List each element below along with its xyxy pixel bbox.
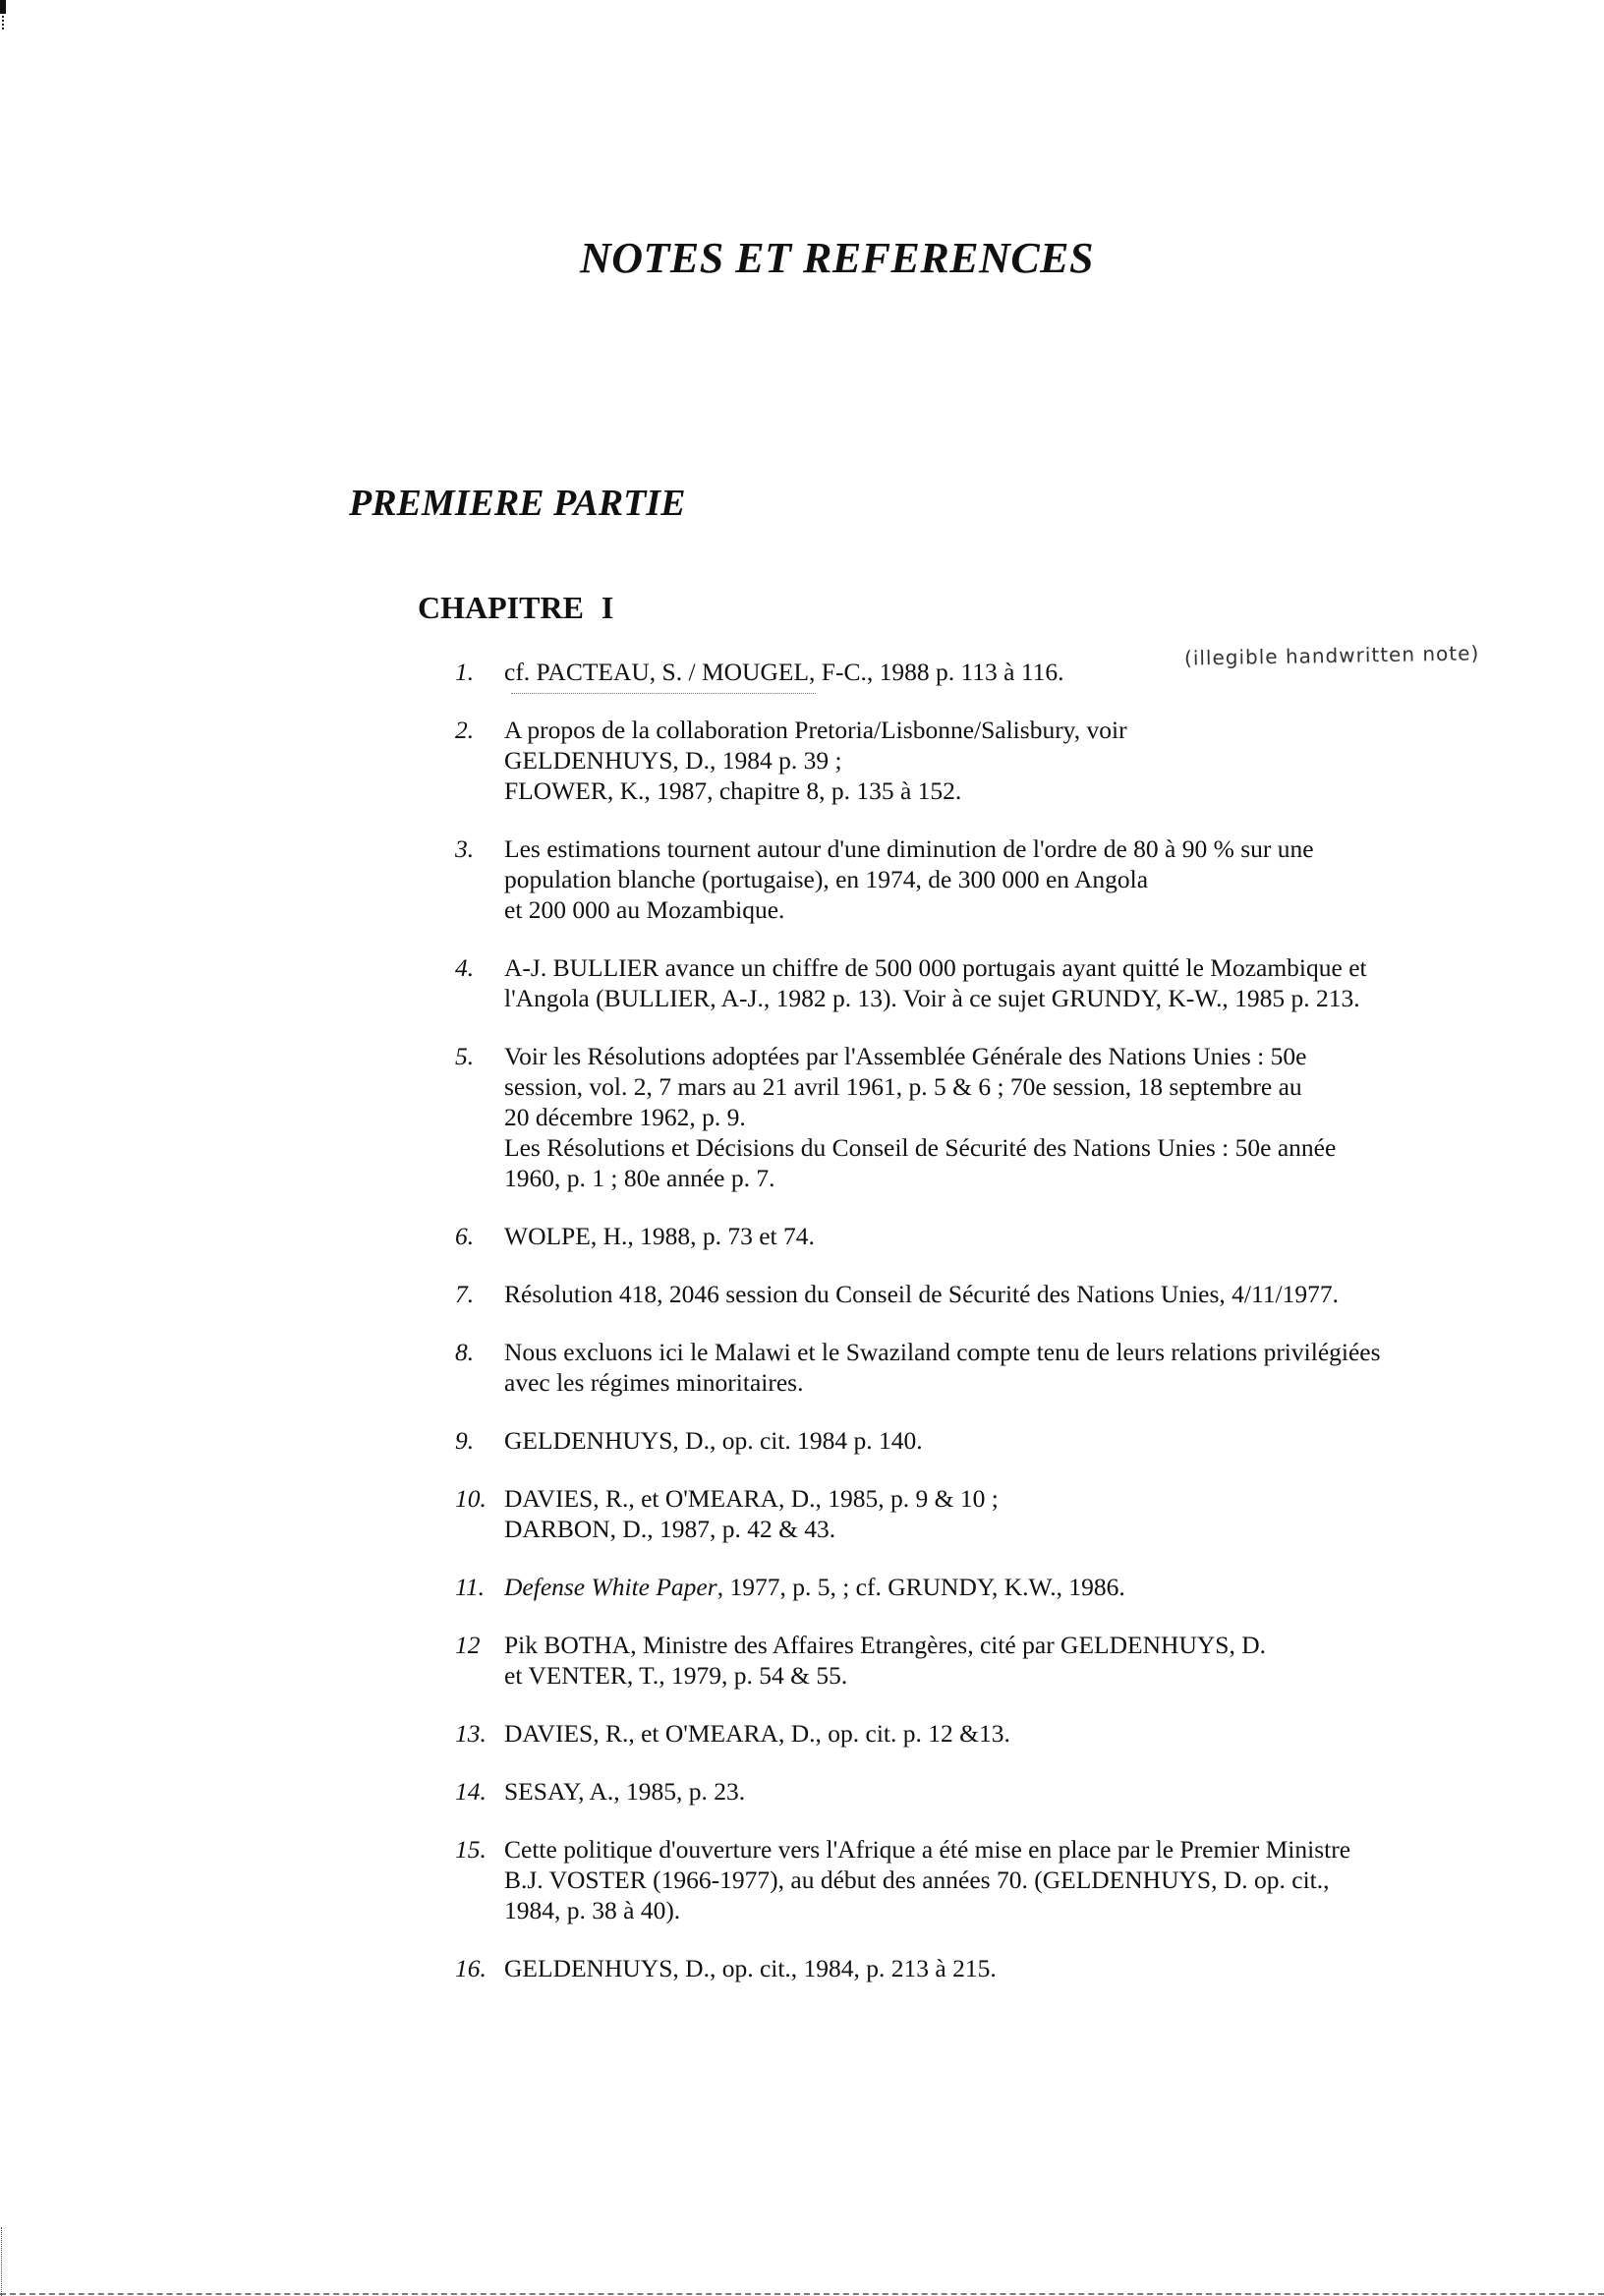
- note-line: SESAY, A., 1985, p. 23.: [504, 1777, 746, 1806]
- note-body: [504, 1834, 1548, 1925]
- note-body: [504, 1425, 1548, 1456]
- note-body: [504, 1953, 1548, 1983]
- note-number: 12: [455, 1631, 481, 1659]
- note-body: [504, 1630, 1548, 1691]
- note-item: [447, 1572, 1548, 1602]
- note-item: [447, 1221, 1548, 1251]
- note-line: DARBON, D., 1987, p. 42 & 43.: [504, 1515, 836, 1543]
- note-item: [447, 1041, 1548, 1193]
- note-number: 11.: [455, 1573, 485, 1601]
- note-number: 16.: [455, 1954, 487, 1982]
- scan-artifact-top-left: [0, 0, 6, 14]
- note-line: 20 décembre 1962, p. 9.: [504, 1103, 746, 1131]
- note-italic-title: Defense White Paper: [504, 1573, 717, 1601]
- note-body: [504, 1221, 1548, 1251]
- note-body: [504, 1718, 1548, 1749]
- note-body: [504, 1041, 1548, 1193]
- page-title: NOTES ET REFERENCES: [580, 234, 1094, 283]
- note-line: et VENTER, T., 1979, p. 54 & 55.: [504, 1661, 848, 1690]
- note-number: 10.: [455, 1484, 487, 1513]
- note-body: [504, 1572, 1548, 1602]
- note-item: [447, 1776, 1548, 1807]
- note-body: [504, 952, 1548, 1013]
- note-line: A propos de la collaboration Pretoria/Lisbonne/Salisbury, voir: [504, 716, 1127, 744]
- note-line: DAVIES, R., et O'MEARA, D., op. cit. p. 12 &13.: [504, 1719, 1010, 1748]
- scan-edge-bottom: [0, 2293, 1604, 2295]
- note-item: [447, 1483, 1548, 1544]
- note-item: [447, 1953, 1548, 1983]
- note-item: [447, 1834, 1548, 1925]
- note-body: [504, 1337, 1548, 1398]
- note-item: [447, 1279, 1548, 1309]
- note-number: 14.: [455, 1777, 487, 1806]
- note-number: 9.: [455, 1426, 475, 1455]
- note-number: 3.: [455, 834, 475, 863]
- note-item: [447, 952, 1548, 1013]
- note-line: [504, 1572, 1548, 1602]
- note-number: 7.: [455, 1280, 475, 1308]
- note-item: [447, 1718, 1548, 1749]
- note-item: [447, 715, 1548, 806]
- scan-edge-left: [1, 2227, 2, 2296]
- note-line: Voir les Résolutions adoptées par l'Assemblée Générale des Nations Unies : 50e: [504, 1042, 1307, 1070]
- note-line: GELDENHUYS, D., op. cit. 1984 p. 140.: [504, 1426, 923, 1455]
- notes-list: [447, 657, 1548, 2011]
- note-number: 6.: [455, 1222, 475, 1250]
- note-line: GELDENHUYS, D., op. cit., 1984, p. 213 à 215.: [504, 1954, 997, 1982]
- note-line: 1984, p. 38 à 40).: [504, 1896, 681, 1924]
- note-line: population blanche (portugaise), en 1974, de 300 000 en Angola: [504, 865, 1149, 893]
- note-number: 2.: [455, 716, 475, 744]
- note-body: [504, 833, 1548, 925]
- note-line: DAVIES, R., et O'MEARA, D., 1985, p. 9 & 10 ;: [504, 1484, 999, 1513]
- note-line: 1960, p. 1 ; 80e année p. 7.: [504, 1164, 775, 1192]
- note-number: 13.: [455, 1719, 487, 1748]
- note-body: [504, 715, 1548, 806]
- note-item: [447, 833, 1548, 925]
- note-line: l'Angola (BULLIER, A-J., 1982 p. 13). Voir à ce sujet GRUNDY, K-W., 1985 p. 213.: [504, 984, 1360, 1012]
- note-line: session, vol. 2, 7 mars au 21 avril 1961, p. 5 & 6 ; 70e session, 18 septembre au: [504, 1072, 1302, 1101]
- note-line: avec les régimes minoritaires.: [504, 1368, 804, 1397]
- note-line: et 200 000 au Mozambique.: [504, 895, 785, 924]
- note-item: [447, 1425, 1548, 1456]
- note-line: Pik BOTHA, Ministre des Affaires Etrangères, cité par GELDENHUYS, D.: [504, 1631, 1266, 1659]
- note-line: GELDENHUYS, D., 1984 p. 39 ;: [504, 746, 842, 775]
- note-item: [447, 1337, 1548, 1398]
- part-title: PREMIERE PARTIE: [349, 482, 686, 524]
- note-line: cf. PACTEAU, S. / MOUGEL, F-C., 1988 p. 113 à 116.: [504, 658, 1064, 686]
- note-item: [447, 1630, 1548, 1691]
- note-item: [447, 657, 1548, 687]
- note-number: 8.: [455, 1338, 475, 1366]
- scan-artifact-dots: [2, 16, 6, 29]
- chapter-title: CHAPITRE I: [418, 590, 614, 625]
- handwritten-annotation: (illegible handwritten note): [1183, 641, 1480, 670]
- note-number: 4.: [455, 953, 475, 982]
- note-body: [504, 1279, 1548, 1309]
- note-number: 1.: [455, 658, 475, 686]
- note-line: Les estimations tournent autour d'une diminution de l'ordre de 80 à 90 % sur une: [504, 834, 1314, 863]
- note-line-text: , 1977, p. 5, ; cf. GRUNDY, K.W., 1986.: [716, 1573, 1125, 1601]
- note-line: WOLPE, H., 1988, p. 73 et 74.: [504, 1222, 815, 1250]
- note-line: Cette politique d'ouverture vers l'Afrique a été mise en place par le Premier Ministre: [504, 1835, 1351, 1864]
- note-body: [504, 1483, 1548, 1544]
- note-body: [504, 1776, 1548, 1807]
- note-line: Résolution 418, 2046 session du Conseil de Sécurité des Nations Unies, 4/11/1977.: [504, 1280, 1339, 1308]
- note-line: B.J. VOSTER (1966-1977), au début des années 70. (GELDENHUYS, D. op. cit.,: [504, 1866, 1330, 1894]
- note-line: A-J. BULLIER avance un chiffre de 500 000 portugais ayant quitté le Mozambique et: [504, 953, 1367, 982]
- note-number: 5.: [455, 1042, 475, 1070]
- note-body: [504, 657, 1548, 687]
- note-number: 15.: [455, 1835, 487, 1864]
- note-line: Nous excluons ici le Malawi et le Swaziland compte tenu de leurs relations privilégiées: [504, 1338, 1381, 1366]
- note-line: Les Résolutions et Décisions du Conseil de Sécurité des Nations Unies : 50e année: [504, 1133, 1337, 1162]
- note-line: FLOWER, K., 1987, chapitre 8, p. 135 à 152.: [504, 776, 962, 805]
